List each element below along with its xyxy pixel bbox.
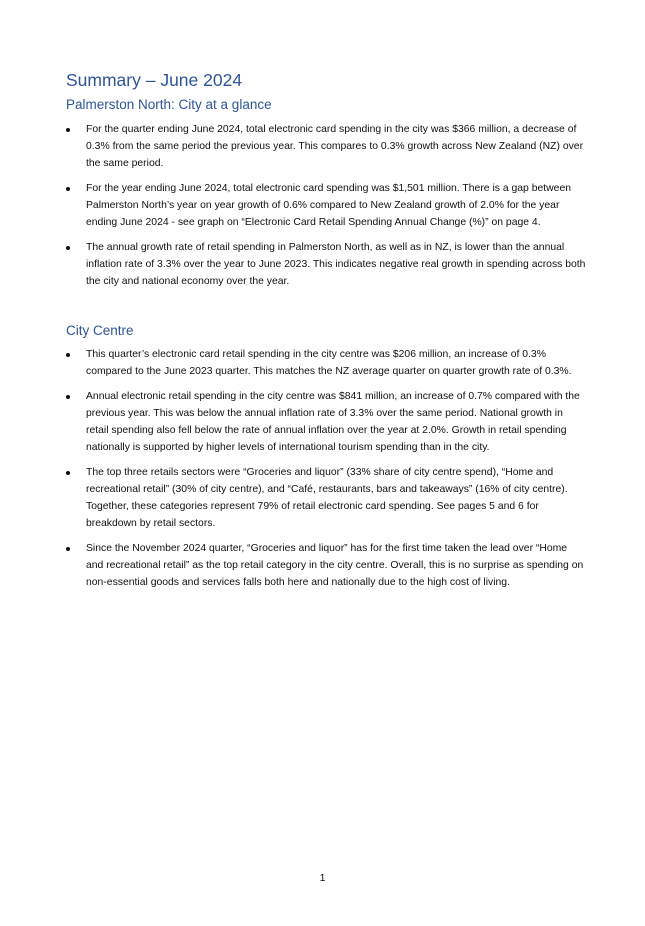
bullet-text: The top three retails sectors were “Groceries and liquor” (33% share of city centre spend), “Home and recreational retail” (30% of city centre), and “Café, restaurants, bars and takeaways” (16% of city centre). Together, these categories represent 79% of retail electronic card spending. See pages 5 and 6 for breakdown by retail sectors. xyxy=(86,467,568,529)
bullet-icon xyxy=(66,353,70,357)
bullet-icon xyxy=(66,128,70,132)
bullet-item xyxy=(66,540,586,591)
bullet-text: Since the November 2024 quarter, “Groceries and liquor” has for the first time taken the lead over “Home and recreational retail” as the top retail category in the city centre. Overall, this is no surprise as spending on non-essential goods and services falls both here and nationally due to the high cost of living. xyxy=(86,543,584,588)
section-heading-city-at-a-glance: Palmerston North: City at a glance xyxy=(66,97,272,112)
bullet-item xyxy=(66,180,586,231)
page-number: 1 xyxy=(319,872,326,884)
bullet-icon xyxy=(66,187,70,191)
bullet-icon xyxy=(66,246,70,250)
bullet-text: Annual electronic retail spending in the city centre was $841 million, an increase of 0.7% compared with the previous year. This was below the annual inflation rate of 3.3% over the same period. National growth in retail spending also fell below the rate of annual inflation over the year at 2.0%. Growth in retail spending nationally is supported by higher levels of international tourism spending than in the city. xyxy=(86,391,580,453)
page-title: Summary – June 2024 xyxy=(66,70,243,90)
section-heading-city-centre: City Centre xyxy=(66,323,134,338)
bullet-item xyxy=(66,464,586,532)
bullet-item xyxy=(66,388,586,456)
bullet-item xyxy=(66,121,586,172)
bullet-text: This quarter’s electronic card retail spending in the city centre was $206 million, an increase of 0.3% compared to the June 2023 quarter. This matches the NZ average quarter on quarter growth rate of 0.3%. xyxy=(86,349,572,377)
city-centre-bullet-list xyxy=(66,346,586,599)
bullet-text: For the quarter ending June 2024, total electronic card spending in the city was $366 million, a decrease of 0.3% from the same period the previous year. This compares to 0.3% growth across New Zealand (NZ) over the same period. xyxy=(86,124,584,169)
bullet-icon xyxy=(66,547,70,551)
bullet-item xyxy=(66,346,586,380)
bullet-item xyxy=(66,239,586,290)
bullet-icon xyxy=(66,471,70,475)
bullet-text: For the year ending June 2024, total electronic card spending was $1,501 million. There is a gap between Palmerston North’s year on year growth of 0.6% compared to New Zealand growth of 2.0% for the year ending June 2024 - see graph on “Electronic Card Retail Spending Annual Change (%)” on page 4. xyxy=(86,183,572,228)
bullet-text: The annual growth rate of retail spending in Palmerston North, as well as in NZ, is lower than the annual inflation rate of 3.3% over the year to June 2023. This indicates negative real growth in spending across both the city and national economy over the year. xyxy=(86,242,586,287)
city-at-a-glance-bullet-list xyxy=(66,121,586,298)
bullet-icon xyxy=(66,395,70,399)
